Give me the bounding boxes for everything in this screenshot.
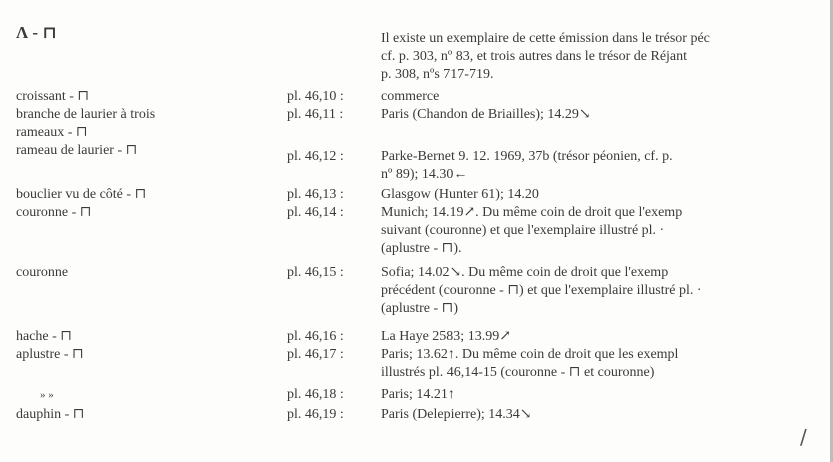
entry-description: illustrés pl. 46,14-15 (couronne - ⊓ et couronne) [381, 365, 655, 380]
entry-label: croissant - ⊓ [16, 89, 90, 104]
plate-ref: pl. 46,11 : [287, 107, 344, 122]
ditto-marks: » » [40, 389, 54, 401]
entry-row-continued [0, 364, 833, 382]
entry-description: Sofia; 14.02↘. Du même coin de droit que l'exemp [381, 265, 669, 280]
entry-row-continued [0, 124, 833, 142]
intro-text: Il existe un exemplaire de cette émission dans le trésor péc [381, 31, 710, 46]
entry-label: hache - ⊓ [16, 329, 73, 344]
entry-description: Paris (Delepierre); 14.34↘ [381, 407, 532, 422]
plate-ref: pl. 46,19 : [287, 407, 344, 422]
entry-description: suivant (couronne) et que l'exemplaire illustré pl. · [381, 223, 665, 238]
intro-line-2 [0, 48, 833, 66]
plate-ref: pl. 46,18 : [287, 387, 344, 402]
entry-description: précédent (couronne - ⊓) et que l'exemplaire illustré pl. · [381, 283, 702, 298]
entry-row-continued [0, 282, 833, 300]
plate-ref: pl. 46,17 : [287, 347, 344, 362]
entry-description: Paris; 13.62↑. Du même coin de droit que les exempl [381, 347, 679, 362]
entry-description: (aplustre - ⊓) [381, 301, 459, 316]
plate-ref: pl. 46,16 : [287, 329, 344, 344]
header-symbol: Λ - ⊓ [16, 23, 57, 42]
plate-ref: pl. 46,15 : [287, 265, 344, 280]
entry-label: bouclier vu de côté - ⊓ [16, 187, 147, 202]
entry-label: couronne - ⊓ [16, 205, 92, 220]
entry-description: (aplustre - ⊓). [381, 241, 462, 256]
entry-description: nº 89); 14.30← [381, 167, 468, 182]
entry-row [0, 346, 833, 364]
entry-row-continued [0, 240, 833, 258]
entry-label: dauphin - ⊓ [16, 407, 85, 422]
plate-ref: pl. 46,13 : [287, 187, 344, 202]
entry-row [0, 88, 833, 106]
entry-description: Parke-Bernet 9. 12. 1969, 37b (trésor péonien, cf. p. [381, 149, 673, 164]
entry-label: aplustre - ⊓ [16, 347, 84, 362]
entry-description: Paris (Chandon de Briailles); 14.29↘ [381, 107, 591, 122]
entry-label: rameaux - ⊓ [16, 125, 88, 140]
plate-ref: pl. 46,14 : [287, 205, 344, 220]
entry-row-continued [0, 300, 833, 318]
entry-description: Glasgow (Hunter 61); 14.20 [381, 187, 539, 202]
margin-mark: / [800, 425, 807, 449]
plate-ref: pl. 46,10 : [287, 89, 344, 104]
intro-text: p. 308, nºs 717-719. [381, 67, 494, 82]
intro-line-1 [0, 30, 833, 48]
entry-label: couronne [16, 265, 69, 280]
entry-description: Munich; 14.19↗. Du même coin de droit que l'exemp [381, 205, 683, 220]
intro-text: cf. p. 303, nº 83, et trois autres dans le trésor de Réjant [381, 49, 688, 64]
entry-row [0, 148, 833, 166]
entry-row [0, 204, 833, 222]
entry-description: commerce [381, 89, 440, 104]
entry-row [0, 328, 833, 346]
entry-row [0, 406, 833, 424]
entry-row [0, 264, 833, 282]
entry-description: Paris; 14.21↑ [381, 387, 455, 402]
entry-label: rameau de laurier - ⊓ [16, 143, 138, 158]
entry-row [0, 386, 833, 404]
entry-description: La Haye 2583; 13.99↗ [381, 329, 511, 344]
entry-row-continued [0, 222, 833, 240]
entry-row-continued [0, 166, 833, 184]
entry-row [0, 106, 833, 124]
plate-ref: pl. 46,12 : [287, 149, 344, 164]
entry-label: branche de laurier à trois [16, 107, 156, 122]
intro-line-3 [0, 66, 833, 84]
entry-row [0, 186, 833, 204]
